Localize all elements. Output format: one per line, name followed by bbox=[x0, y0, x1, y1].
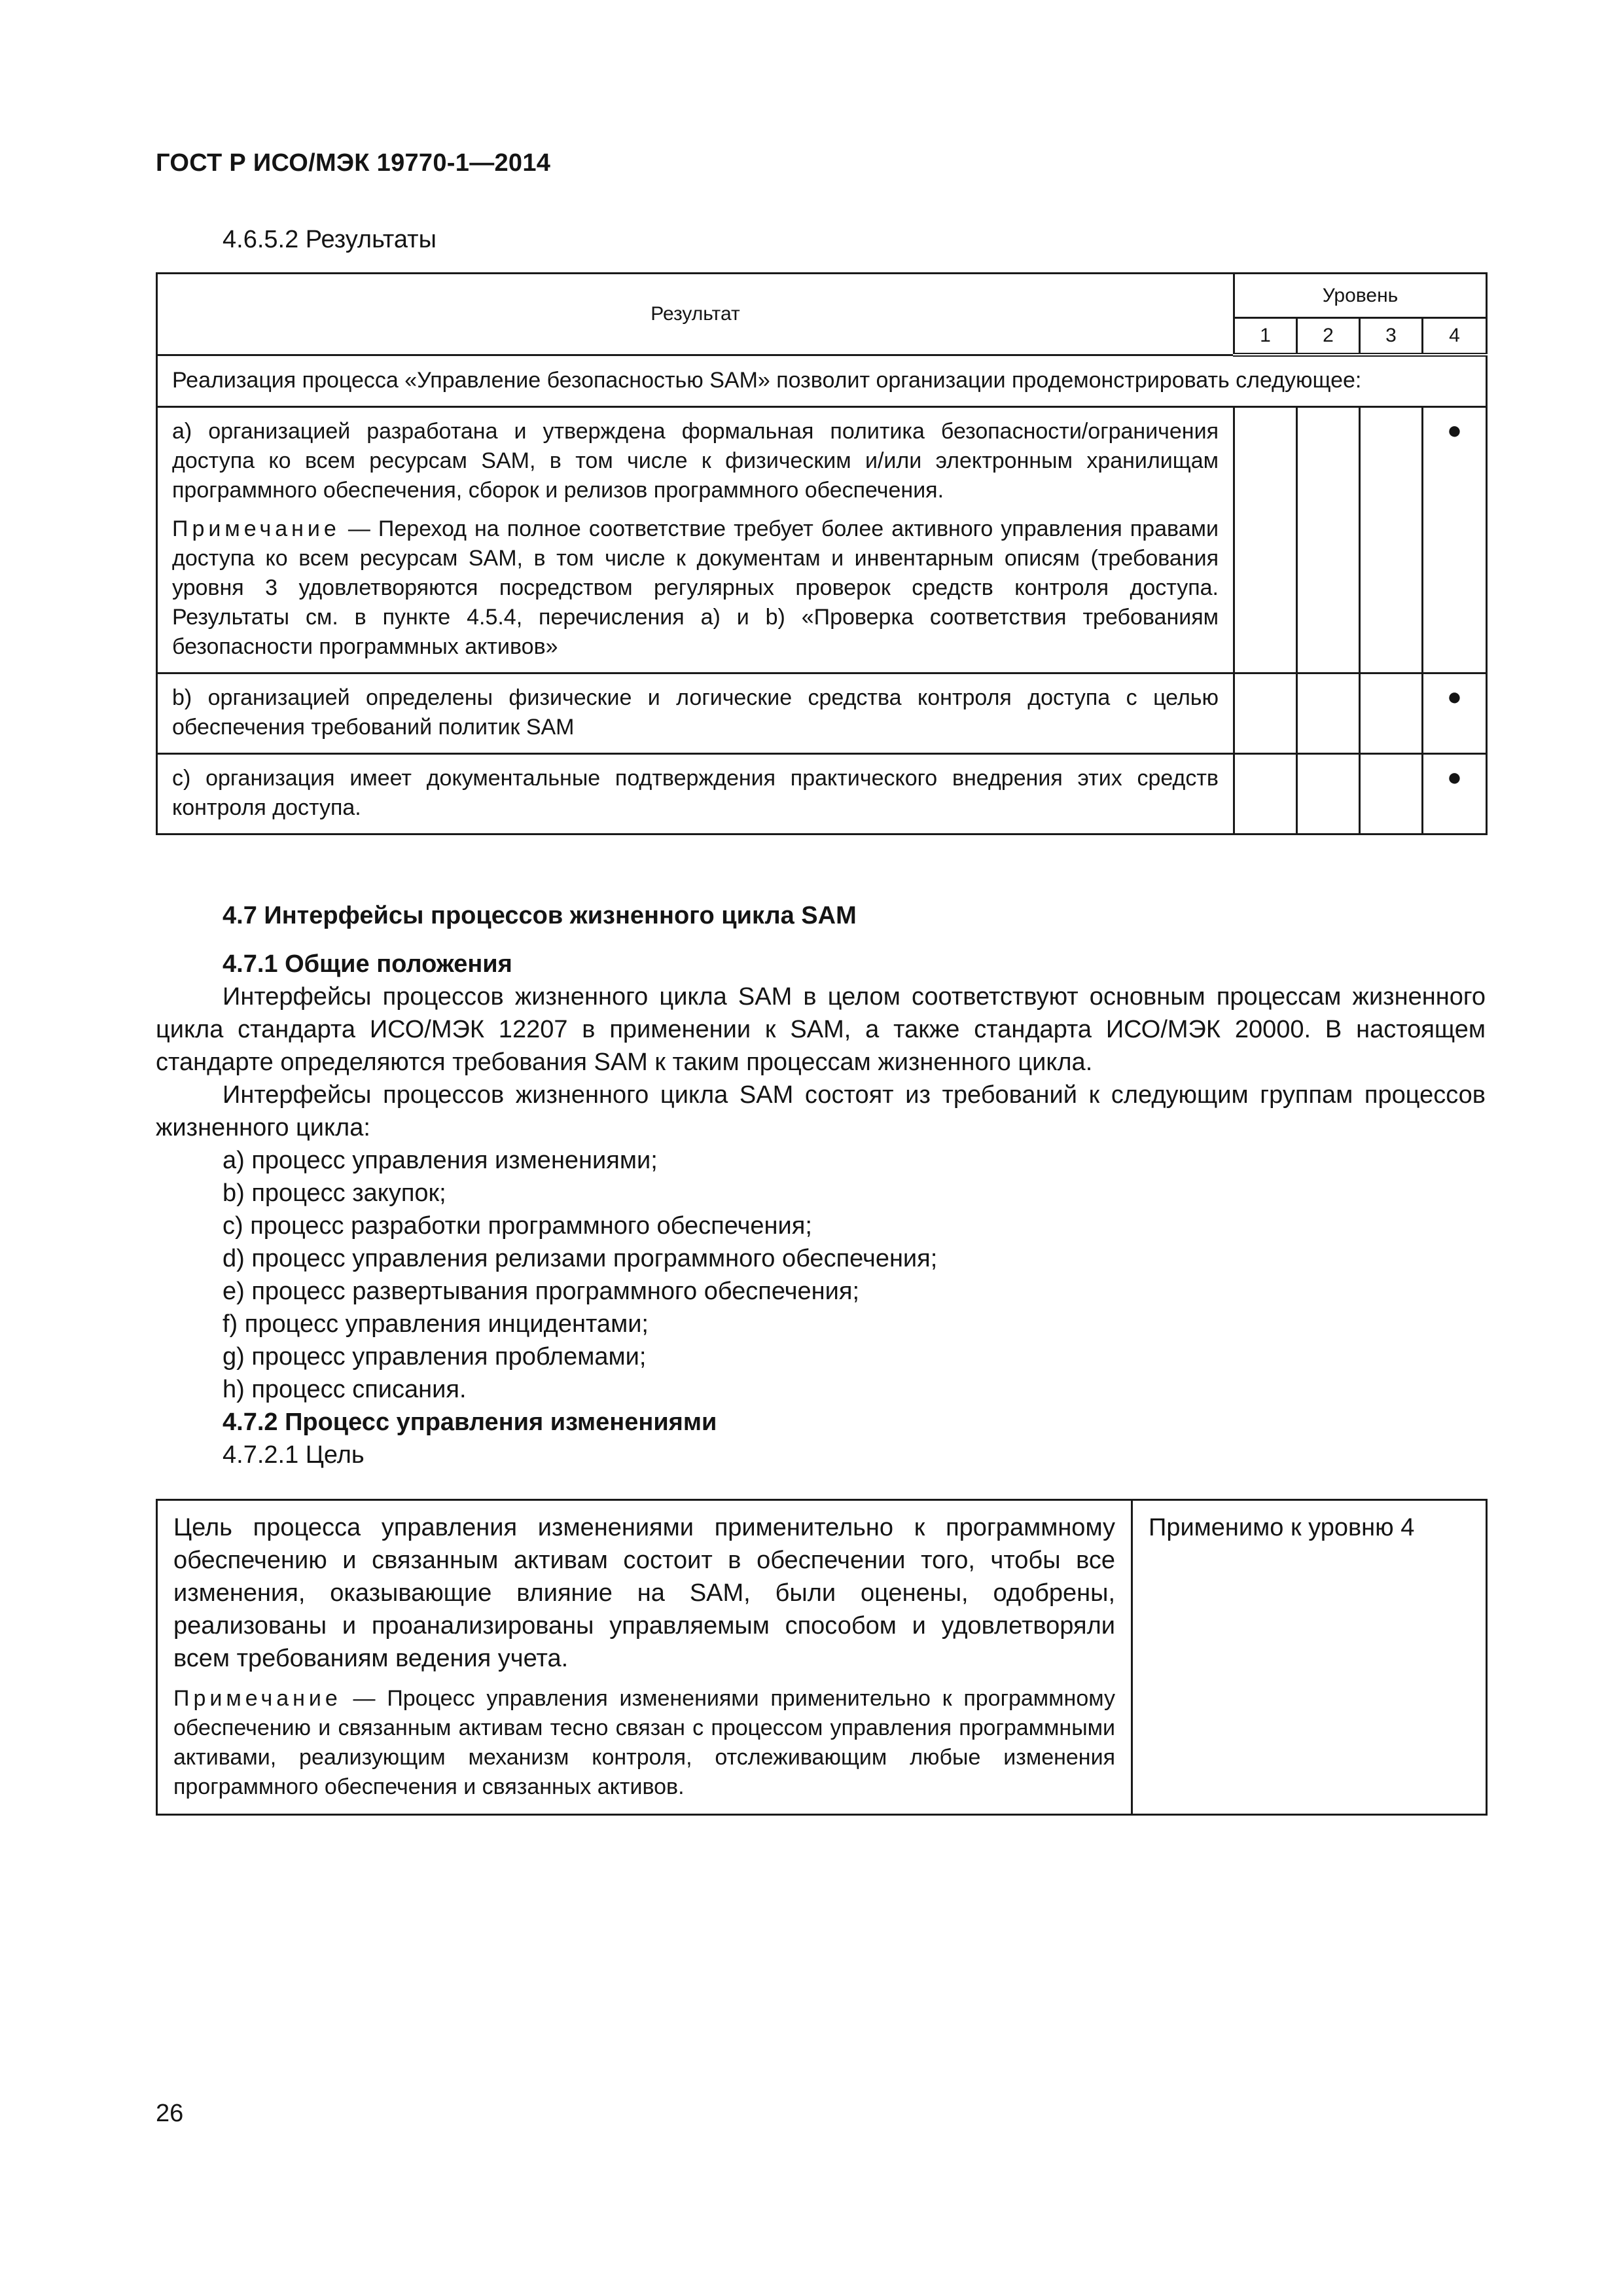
table-row bbox=[157, 673, 1487, 754]
goal-cell bbox=[157, 1500, 1132, 1815]
row-a-level-4-mark: ● bbox=[1423, 407, 1487, 673]
list-item: d) процесс управления релизами программного обеспечения; bbox=[223, 1245, 938, 1272]
list-item: b) процесс закупок; bbox=[223, 1179, 446, 1207]
section-title-4652: 4.6.5.2 Результаты bbox=[223, 226, 437, 253]
list-item: c) процесс разработки программного обеспечения; bbox=[223, 1212, 812, 1240]
row-a-text: a) организацией разработана и утверждена формальная политика безопасности/ограничения доступа ко всем ресурсам SAM, в том числе к физическим и/или электронным хранилищам программного обеспечения, сборок и релизов программного обеспечения. bbox=[172, 419, 1219, 503]
row-b-text: b) организацией определены физические и логические средства контроля доступа с целью обеспечения требований политик SAM bbox=[157, 673, 1234, 754]
table-row bbox=[157, 407, 1487, 673]
level-4: 4 bbox=[1423, 318, 1487, 355]
row-a-cell bbox=[157, 407, 1234, 673]
results-table bbox=[156, 272, 1488, 835]
row-c-text: c) организация имеет документальные подтверждения практического внедрения этих средств контроля доступа. bbox=[157, 754, 1234, 834]
section-title-472: 4.7.2 Процесс управления изменениями bbox=[223, 1408, 717, 1436]
note-text: — Переход на полное соответствие требует более активного управления правами доступа ко всем ресурсам SAM, в том числе к документам и инвентарным описям (требования уровня 3 удовлетворяются посредством регулярных проверок средств контроля доступа. Результаты см. в пункте 4.5.4, перечисления a) и b) «Проверка соответствия требованиям безопасности программных активов» bbox=[172, 516, 1219, 659]
row-b-level-3 bbox=[1360, 673, 1423, 754]
header-level: Уровень bbox=[1234, 274, 1487, 318]
row-b-level-1 bbox=[1234, 673, 1297, 754]
document-code: ГОСТ Р ИСО/МЭК 19770-1—2014 bbox=[156, 149, 551, 177]
goal-note bbox=[158, 1681, 1131, 1814]
level-2: 2 bbox=[1297, 318, 1360, 355]
row-c-level-3 bbox=[1360, 754, 1423, 834]
row-a-note bbox=[172, 514, 1219, 662]
section-47-body bbox=[156, 980, 1486, 1471]
list-item: f) процесс управления инцидентами; bbox=[223, 1310, 649, 1338]
list-item: h) процесс списания. bbox=[223, 1376, 467, 1403]
paragraph-1: Интерфейсы процессов жизненного цикла SAM в целом соответствуют основным процессам жизненного цикла стандарта ИСО/МЭК 12207 в применении к SAM, а также стандарта ИСО/МЭК 20000. В настоящем стандарте определяются требования SAM к таким процессам жизненного цикла. bbox=[156, 983, 1486, 1076]
applicability-cell: Применимо к уровню 4 bbox=[1132, 1500, 1487, 1815]
row-c-level-1 bbox=[1234, 754, 1297, 834]
table-intro: Реализация процесса «Управление безопасностью SAM» позволит организации продемонстрировать следующее: bbox=[157, 355, 1487, 407]
section-title-47: 4.7 Интерфейсы процессов жизненного цикла SAM bbox=[223, 902, 857, 929]
goal-text: Цель процесса управления изменениями применительно к программному обеспечению и связанным активам состоит в обеспечении того, чтобы все изменения, оказывающие влияние на SAM, были оценены, одобрены, реализованы и проанализированы управляемым способом и удовлетворяли всем требованиям ведения учета. bbox=[173, 1514, 1115, 1672]
row-a-level-1 bbox=[1234, 407, 1297, 673]
page-number: 26 bbox=[156, 2100, 184, 2127]
table-row bbox=[157, 754, 1487, 834]
row-b-level-4-mark: ● bbox=[1423, 673, 1487, 754]
list-item: e) процесс развертывания программного обеспечения; bbox=[223, 1278, 860, 1305]
level-1: 1 bbox=[1234, 318, 1297, 355]
list-item: a) процесс управления изменениями; bbox=[223, 1147, 658, 1174]
list-item: g) процесс управления проблемами; bbox=[223, 1343, 647, 1371]
row-b-level-2 bbox=[1297, 673, 1360, 754]
note-lead: Примечание bbox=[173, 1686, 342, 1711]
section-title-4721: 4.7.2.1 Цель bbox=[223, 1441, 365, 1469]
level-3: 3 bbox=[1360, 318, 1423, 355]
header-result: Результат bbox=[157, 274, 1234, 355]
paragraph-2: Интерфейсы процессов жизненного цикла SAM состоят из требований к следующим группам процессов жизненного цикла: bbox=[156, 1081, 1486, 1141]
goal-table bbox=[156, 1499, 1488, 1816]
note-lead: Примечание bbox=[172, 516, 340, 541]
section-title-471: 4.7.1 Общие положения bbox=[223, 950, 512, 978]
row-c-level-2 bbox=[1297, 754, 1360, 834]
row-a-level-2 bbox=[1297, 407, 1360, 673]
row-c-level-4-mark: ● bbox=[1423, 754, 1487, 834]
row-a-level-3 bbox=[1360, 407, 1423, 673]
note-text: — Процесс управления изменениями применительно к программному обеспечению и связанным активам тесно связан с процессом управления программными активами, реализующим механизм контроля, отслеживающим любые изменения программного обеспечения и связанных активов. bbox=[173, 1686, 1115, 1799]
